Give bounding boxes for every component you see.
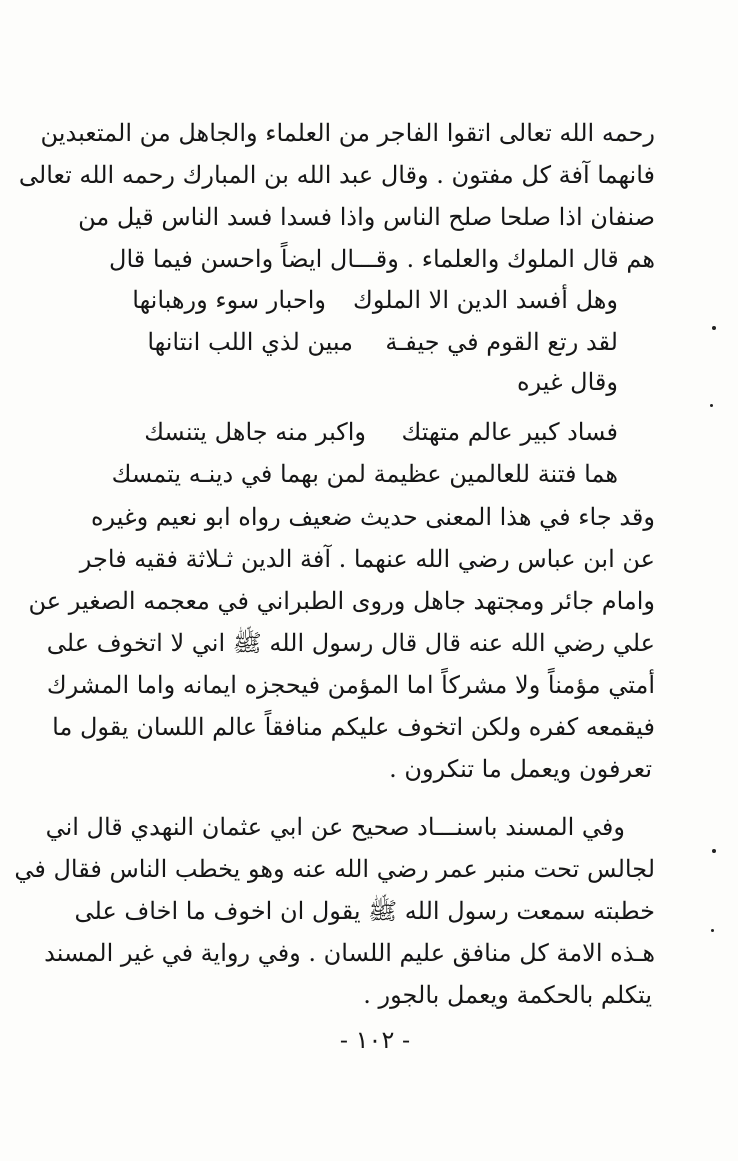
paragraph-1-line-3: صنفان اذا صلحا صلح الناس واذا فسدا فسد الناس قيل من: [78, 203, 655, 231]
paragraph-2-line-4: علي رضي الله عنه قال قال رسول الله ﷺ اني لا اتخوف على: [46, 629, 655, 657]
verse-1-line-1-first-hemistich: وهل أفسد الدين الا الملوك: [353, 286, 618, 314]
paragraph-1-line-2: فانهما آفة كل مفتون . وقال عبد الله بن المبارك رحمه الله تعالى: [18, 161, 655, 189]
paragraph-3-line-2: لجالس تحت منبر عمر رضي الله عنه وهو يخطب الناس فقال في: [14, 855, 655, 883]
verse-2-line-1-first-hemistich: فساد كبير عالم متهتك: [401, 418, 618, 446]
paragraph-3-line-1: وفي المسند باسنـــاد صحيح عن ابي عثمان النهدي قال اني: [45, 813, 625, 841]
paragraph-2-line-1: وقد جاء في هذا المعنى حديث ضعيف رواه ابو نعيم وغيره: [90, 503, 655, 531]
paragraph-2-line-5: أمتي مؤمناً ولا مشركاً اما المؤمن فيحجزه ايمانه واما المشرك: [46, 671, 655, 699]
scan-speck: [710, 404, 713, 407]
said-other-line: وقال غيره: [516, 368, 618, 396]
paragraph-2-line-2: عن ابن عباس رضي الله عنهما . آفة الدين ثـلاثة فقيه فاجر: [79, 545, 655, 573]
verse-1-line-1-second-hemistich: واحبار سوء ورهبانها: [132, 286, 326, 314]
verse-2-line-2-first-hemistich: هما فتنة للعالمين عظيمة: [373, 460, 618, 488]
verse-2-line-1-second-hemistich: واكبر منه جاهل يتنسك: [144, 418, 366, 446]
paragraph-3-line-3: خطبته سمعت رسول الله ﷺ يقول ان اخوف ما اخاف على: [74, 897, 655, 925]
scan-speck: [712, 326, 716, 330]
verse-2-line-2-second-hemistich: لمن بهما في دينـه يتمسك: [111, 460, 366, 488]
page-number: - ١٠٢ -: [339, 1026, 411, 1054]
verse-1-line-2-second-hemistich: مبين لذي اللب انتانها: [147, 328, 353, 356]
scan-speck: [711, 929, 714, 932]
paragraph-2-line-7: تعرفون ويعمل ما تنكرون .: [389, 755, 652, 783]
paragraph-3-line-5: يتكلم بالحكمة ويعمل بالجور .: [363, 981, 652, 1009]
paragraph-2-line-6: فيقمعه كفره ولكن اتخوف عليكم منافقاً عالم اللسان يقول ما: [52, 713, 655, 741]
paragraph-1-line-4: هم قال الملوك والعلماء . وقـــال ايضاً واحسن فيما قال: [109, 245, 655, 273]
paragraph-3-line-4: هـذه الامة كل منافق عليم اللسان . وفي رواية في غير المسند: [44, 939, 655, 967]
scan-speck: [712, 849, 716, 853]
verse-1-line-2-first-hemistich: لقد رتع القوم في جيفـة: [385, 328, 618, 356]
paragraph-1-line-1: رحمه الله تعالى اتقوا الفاجر من العلماء والجاهل من المتعبدين: [40, 119, 655, 147]
paragraph-2-line-3: وامام جائر ومجتهد جاهل وروى الطبراني في معجمه الصغير عن: [28, 587, 655, 615]
